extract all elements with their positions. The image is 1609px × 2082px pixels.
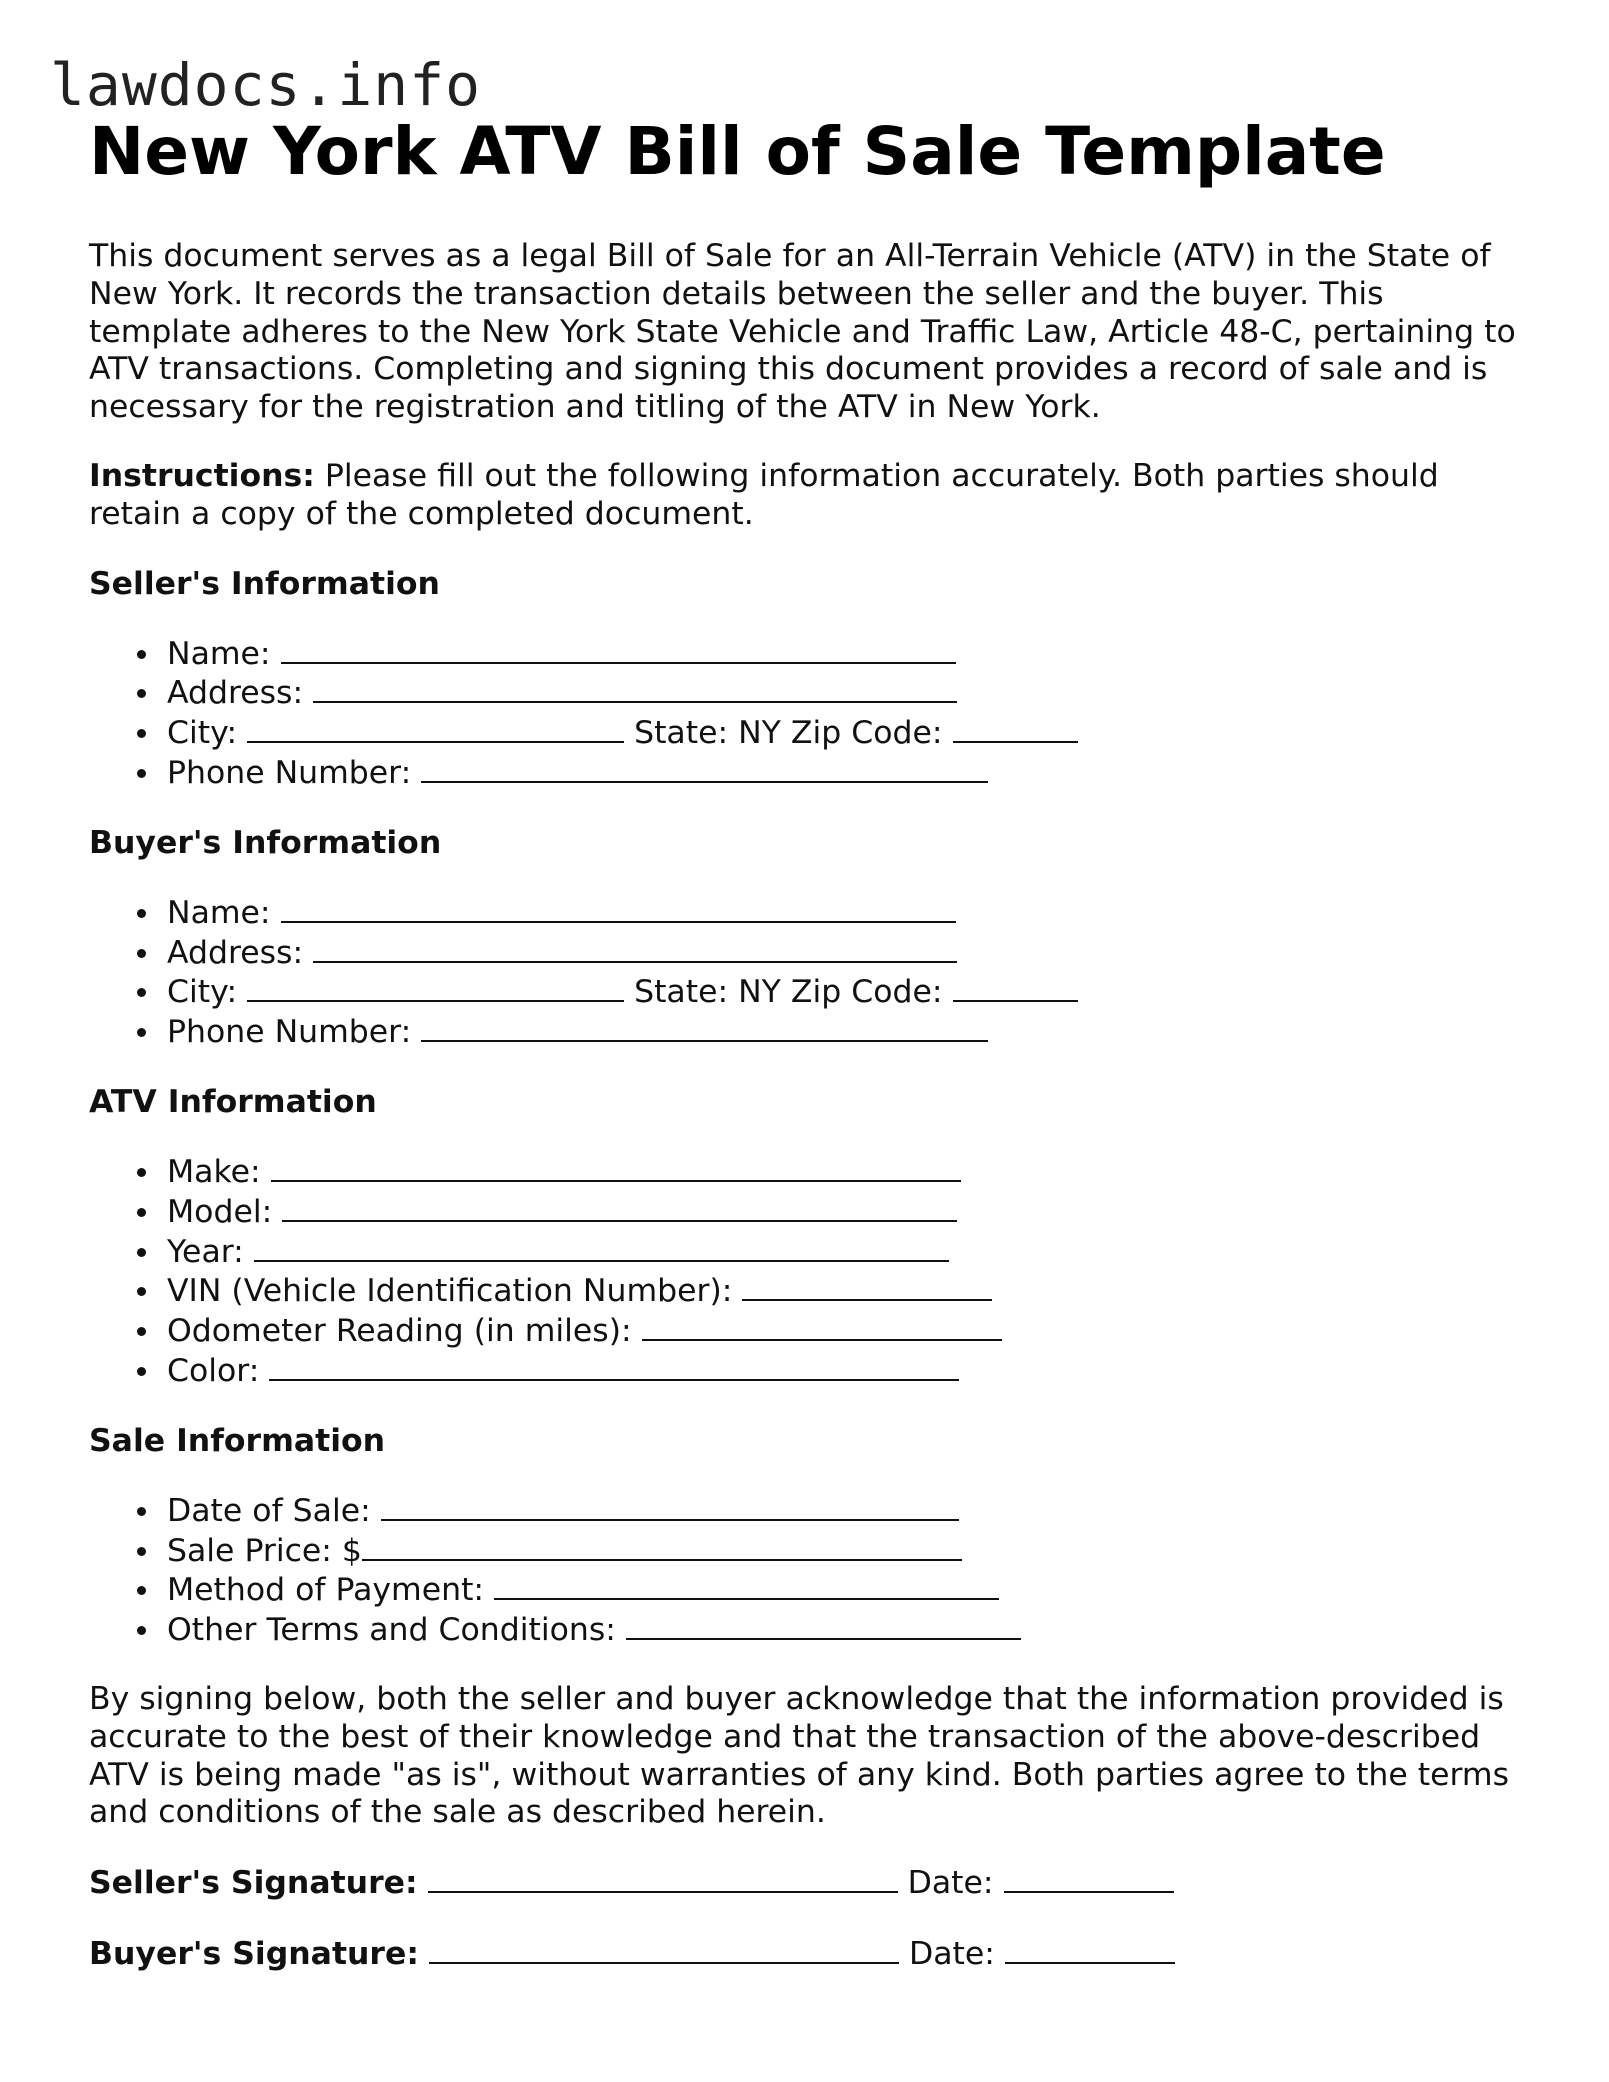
buyer-city-field[interactable] bbox=[247, 972, 624, 1002]
atv-color-item bbox=[167, 1351, 1529, 1391]
buyer-name-field[interactable] bbox=[281, 893, 956, 923]
instructions-text: Please fill out the following information accurately. Both parties should retain a copy of the completed document. bbox=[89, 457, 1439, 532]
buyer-zip-field[interactable] bbox=[953, 972, 1078, 1002]
seller-heading: Seller's Information bbox=[89, 565, 440, 602]
buyer-address-label: Address: bbox=[167, 934, 304, 971]
acknowledgment-paragraph: By signing below, both the seller and buyer acknowledge that the information provided is accurate to the best of their knowledge and that the transaction of the above-described ATV is being made "as is", without warranties of any kind. Both parties agree to the terms and conditions of the sale as described herein. bbox=[89, 1680, 1510, 1831]
atv-year-item bbox=[167, 1232, 1529, 1272]
sale-terms-label: Other Terms and Conditions: bbox=[167, 1612, 616, 1649]
atv-odometer-field[interactable] bbox=[642, 1311, 1002, 1341]
sale-date-field[interactable] bbox=[381, 1491, 959, 1521]
seller-city-item bbox=[167, 713, 1529, 753]
buyer-phone-item bbox=[167, 1012, 1529, 1052]
seller-phone-item bbox=[167, 753, 1529, 793]
seller-zip-field[interactable] bbox=[953, 713, 1078, 743]
sale-date-label: Date of Sale: bbox=[167, 1492, 371, 1529]
seller-name-item bbox=[167, 634, 1529, 674]
buyer-address-item bbox=[167, 933, 1529, 973]
intro-paragraph: This document serves as a legal Bill of Sale for an All-Terrain Vehicle (ATV) in the State of New York. It records the transaction details between the seller and the buyer. This template adheres to the New York State Vehicle and Traffic Law, Article 48-C, pertaining to ATV transactions. Completing and signing this document provides a record of sale and is necessary for the registration and titling of the ATV in New York. bbox=[89, 238, 1516, 426]
seller-city-field[interactable] bbox=[247, 713, 624, 743]
seller-state-zip-label: State: NY Zip Code: bbox=[634, 715, 943, 752]
seller-address-field[interactable] bbox=[313, 673, 957, 703]
atv-field-list bbox=[89, 1152, 1529, 1391]
atv-vin-item bbox=[167, 1271, 1529, 1311]
buyer-signature-row bbox=[89, 1934, 1529, 1974]
sale-price-item bbox=[167, 1531, 1529, 1571]
sale-price-label: Sale Price: $ bbox=[167, 1532, 362, 1569]
seller-phone-field[interactable] bbox=[421, 753, 988, 783]
atv-model-field[interactable] bbox=[282, 1192, 957, 1222]
sale-field-list bbox=[89, 1491, 1529, 1650]
atv-color-field[interactable] bbox=[269, 1351, 959, 1381]
atv-make-item bbox=[167, 1152, 1529, 1192]
seller-signature-label: Seller's Signature: bbox=[89, 1865, 418, 1902]
buyer-state-zip-label: State: NY Zip Code: bbox=[634, 974, 943, 1011]
atv-odometer-label: Odometer Reading (in miles): bbox=[167, 1313, 632, 1350]
document-page bbox=[89, 110, 1529, 1974]
atv-make-field[interactable] bbox=[271, 1152, 961, 1182]
seller-date-label: Date: bbox=[907, 1865, 994, 1902]
buyer-signature-label: Buyer's Signature: bbox=[89, 1935, 419, 1972]
seller-signature-row bbox=[89, 1863, 1529, 1903]
seller-name-label: Name: bbox=[167, 635, 271, 672]
sale-date-item bbox=[167, 1491, 1529, 1531]
seller-city-label: City: bbox=[167, 715, 238, 752]
buyer-date-label: Date: bbox=[908, 1935, 995, 1972]
seller-address-item bbox=[167, 673, 1529, 713]
sale-payment-field[interactable] bbox=[494, 1570, 999, 1600]
seller-date-field[interactable] bbox=[1004, 1863, 1174, 1893]
buyer-name-label: Name: bbox=[167, 894, 271, 931]
sale-payment-label: Method of Payment: bbox=[167, 1572, 485, 1609]
buyer-address-field[interactable] bbox=[313, 933, 957, 963]
atv-vin-label: VIN (Vehicle Identification Number): bbox=[167, 1273, 733, 1310]
buyer-name-item bbox=[167, 893, 1529, 933]
atv-year-field[interactable] bbox=[254, 1232, 949, 1262]
atv-odometer-item bbox=[167, 1311, 1529, 1351]
instructions-paragraph bbox=[89, 458, 1529, 534]
sale-payment-item bbox=[167, 1570, 1529, 1610]
atv-model-label: Model: bbox=[167, 1193, 273, 1230]
seller-field-list bbox=[89, 634, 1529, 793]
atv-year-label: Year: bbox=[167, 1233, 244, 1270]
buyer-phone-label: Phone Number: bbox=[167, 1014, 412, 1051]
buyer-city-item bbox=[167, 972, 1529, 1012]
site-watermark: lawdocs.info bbox=[50, 51, 482, 119]
sale-price-field[interactable] bbox=[362, 1531, 962, 1561]
atv-heading: ATV Information bbox=[89, 1083, 377, 1120]
atv-color-label: Color: bbox=[167, 1352, 260, 1389]
seller-phone-label: Phone Number: bbox=[167, 754, 412, 791]
sale-terms-item bbox=[167, 1610, 1529, 1650]
buyer-date-field[interactable] bbox=[1005, 1934, 1175, 1964]
buyer-heading: Buyer's Information bbox=[89, 824, 442, 861]
buyer-signature-field[interactable] bbox=[429, 1934, 899, 1964]
buyer-phone-field[interactable] bbox=[421, 1012, 988, 1042]
atv-make-label: Make: bbox=[167, 1153, 261, 1190]
sale-heading: Sale Information bbox=[89, 1422, 386, 1459]
instructions-label: Instructions: bbox=[89, 457, 315, 494]
document-title: New York ATV Bill of Sale Template bbox=[89, 113, 1386, 190]
seller-signature-field[interactable] bbox=[428, 1863, 898, 1893]
atv-vin-field[interactable] bbox=[742, 1271, 992, 1301]
sale-terms-field[interactable] bbox=[626, 1610, 1021, 1640]
buyer-field-list bbox=[89, 893, 1529, 1052]
seller-address-label: Address: bbox=[167, 675, 304, 712]
atv-model-item bbox=[167, 1192, 1529, 1232]
seller-name-field[interactable] bbox=[281, 634, 956, 664]
buyer-city-label: City: bbox=[167, 974, 238, 1011]
